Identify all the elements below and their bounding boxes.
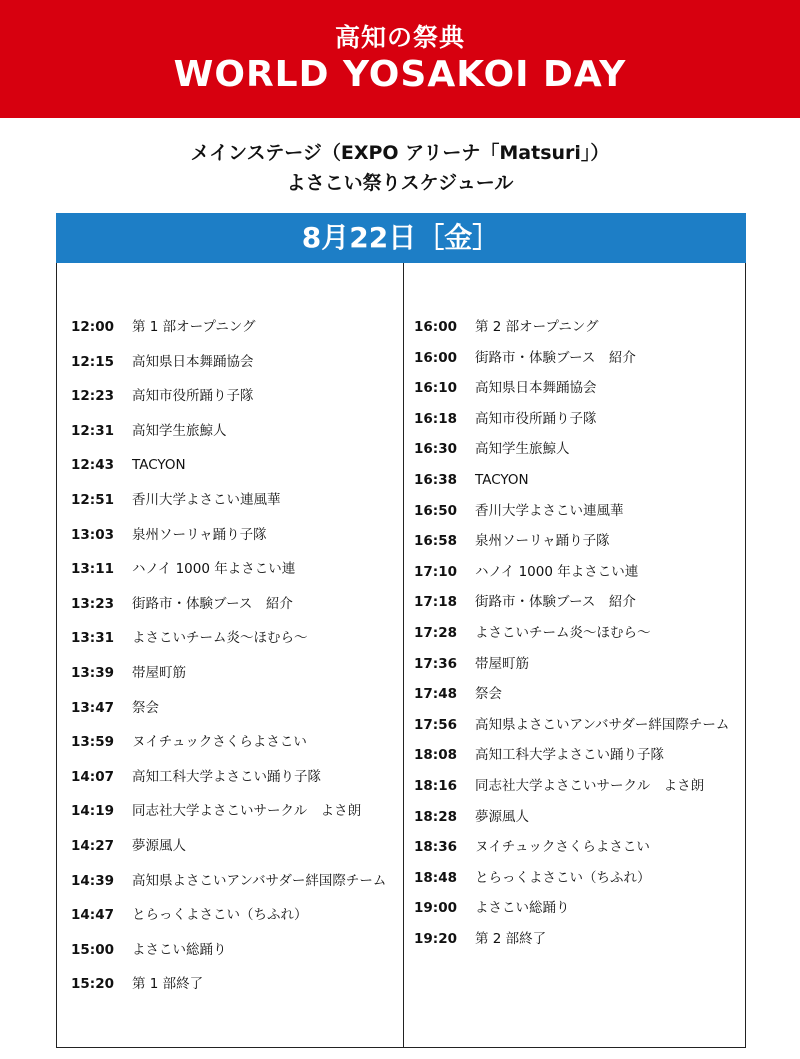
schedule-time: 12:23 xyxy=(71,388,114,405)
banner-title: WORLD YOSAKOI DAY xyxy=(173,54,627,95)
schedule-performer: 街路市・体験ブース 紹介 xyxy=(475,349,636,366)
schedule-time: 18:48 xyxy=(414,869,457,886)
schedule-performer: 第 2 部終了 xyxy=(475,931,547,947)
schedule-performer: よさこいチーム炎～ほむら～ xyxy=(475,625,651,641)
schedule-performer: 高知県よさこいアンバサダー絆国際チーム xyxy=(132,872,387,889)
schedule-time: 16:00 xyxy=(414,319,457,335)
schedule-performer: よさこい総踊り xyxy=(132,941,227,958)
schedule-performer: 第 2 部オープニング xyxy=(475,319,599,335)
schedule-time: 19:20 xyxy=(414,931,457,947)
schedule-time: 18:16 xyxy=(414,778,457,794)
schedule-time: 12:51 xyxy=(71,492,114,508)
schedule-performer: 街路市・体験ブース 紹介 xyxy=(475,594,636,611)
schedule-time: 17:18 xyxy=(414,594,457,611)
schedule-time: 14:27 xyxy=(71,838,114,854)
schedule-time: 12:00 xyxy=(71,319,114,335)
schedule-performer: 高知工科大学よさこい踊り子隊 xyxy=(132,768,321,785)
schedule-performer: 同志社大学よさこいサークル よさ朗 xyxy=(475,778,705,794)
stage-heading: メインステージ（EXPO アリーナ「Matsuri」） xyxy=(190,142,610,164)
schedule-performer: 高知県日本舞踊協会 xyxy=(132,353,254,370)
schedule-time: 15:00 xyxy=(71,941,114,958)
schedule-heading: よさこい祭りスケジュール xyxy=(286,172,514,194)
schedule-time: 17:36 xyxy=(414,655,457,672)
schedule-performer: ヌイチュックさくらよさこい xyxy=(132,734,307,751)
schedule-time: 18:28 xyxy=(414,808,457,825)
schedule-performer: 高知県日本舞踊協会 xyxy=(475,380,597,397)
date-header: 8月22日［金］ xyxy=(56,213,746,263)
schedule-time: 12:15 xyxy=(71,353,114,370)
schedule-time: 17:10 xyxy=(414,563,457,580)
schedule-performer: 高知工科大学よさこい踊り子隊 xyxy=(475,747,664,764)
schedule-performer: とらっくよさこい（ちふれ） xyxy=(475,869,651,886)
schedule-time: 16:10 xyxy=(414,380,457,397)
schedule-performer: 高知市役所踊り子隊 xyxy=(475,410,597,427)
schedule-time: 17:28 xyxy=(414,625,457,641)
schedule-time: 17:56 xyxy=(414,716,457,733)
schedule-time: 16:58 xyxy=(414,533,457,550)
schedule-performer: ハノイ 1000 年よさこい連 xyxy=(132,561,296,578)
schedule-performer: 泉州ソーリャ踊り子隊 xyxy=(475,533,610,550)
schedule-performer: 香川大学よさこい連風華 xyxy=(132,492,281,508)
schedule-performer: 第 1 部オープニング xyxy=(132,319,256,335)
schedule-performer: 香川大学よさこい連風華 xyxy=(475,502,624,519)
schedule-time: 16:38 xyxy=(414,472,457,488)
schedule-time: 15:20 xyxy=(71,976,114,993)
schedule-time: 16:30 xyxy=(414,441,457,458)
schedule-performer: 祭会 xyxy=(132,699,159,716)
schedule-time: 13:11 xyxy=(71,561,114,578)
schedule-performer: 高知市役所踊り子隊 xyxy=(132,388,254,405)
schedule-time: 12:43 xyxy=(71,457,114,474)
schedule-time: 14:07 xyxy=(71,768,114,785)
schedule-time: 13:03 xyxy=(71,526,114,543)
schedule-time: 19:00 xyxy=(414,900,457,917)
schedule-time: 16:50 xyxy=(414,502,457,519)
schedule-time: 18:08 xyxy=(414,747,457,764)
schedule-performer: TACYON xyxy=(132,457,186,474)
schedule-time: 13:23 xyxy=(71,595,114,612)
schedule-time: 16:00 xyxy=(414,349,457,366)
schedule-time: 12:31 xyxy=(71,422,114,439)
schedule-performer: ヌイチュックさくらよさこい xyxy=(475,839,650,856)
schedule-time: 14:19 xyxy=(71,803,114,820)
schedule-performer: ハノイ 1000 年よさこい連 xyxy=(475,563,639,580)
schedule-time: 13:47 xyxy=(71,699,114,716)
schedule-table xyxy=(56,263,746,1048)
schedule-time: 13:39 xyxy=(71,665,114,681)
schedule-performer: TACYON xyxy=(475,472,529,488)
schedule-performer: とらっくよさこい（ちふれ） xyxy=(132,907,308,924)
schedule-time: 14:47 xyxy=(71,907,114,924)
schedule-performer: 高知学生旅鯨人 xyxy=(132,422,227,439)
schedule-time: 14:39 xyxy=(71,872,114,889)
schedule-performer: 第 1 部終了 xyxy=(132,976,204,993)
schedule-performer: 帯屋町筋 xyxy=(475,655,529,672)
schedule-performer: 夢源風人 xyxy=(475,808,529,825)
schedule-performer: 街路市・体験ブース 紹介 xyxy=(132,595,293,612)
schedule-performer: よさこい総踊り xyxy=(475,900,570,917)
schedule-time: 18:36 xyxy=(414,839,457,856)
schedule-performer: 泉州ソーリャ踊り子隊 xyxy=(132,526,267,543)
schedule-time: 13:31 xyxy=(71,630,114,647)
schedule-performer: 夢源風人 xyxy=(132,838,186,854)
schedule-performer: 同志社大学よさこいサークル よさ朗 xyxy=(132,803,362,820)
banner-subtitle: 高知の祭典 xyxy=(334,23,465,52)
schedule-performer: 帯屋町筋 xyxy=(132,665,186,681)
schedule-performer: よさこいチーム炎～ほむら～ xyxy=(132,630,308,647)
schedule-time: 16:18 xyxy=(414,410,457,427)
schedule-performer: 祭会 xyxy=(475,686,502,703)
schedule-time: 17:48 xyxy=(414,686,457,703)
schedule-performer: 高知県よさこいアンバサダー絆国際チーム xyxy=(475,716,730,733)
schedule-time: 13:59 xyxy=(71,734,114,751)
title-banner xyxy=(0,0,800,118)
schedule-performer: 高知学生旅鯨人 xyxy=(475,441,570,458)
